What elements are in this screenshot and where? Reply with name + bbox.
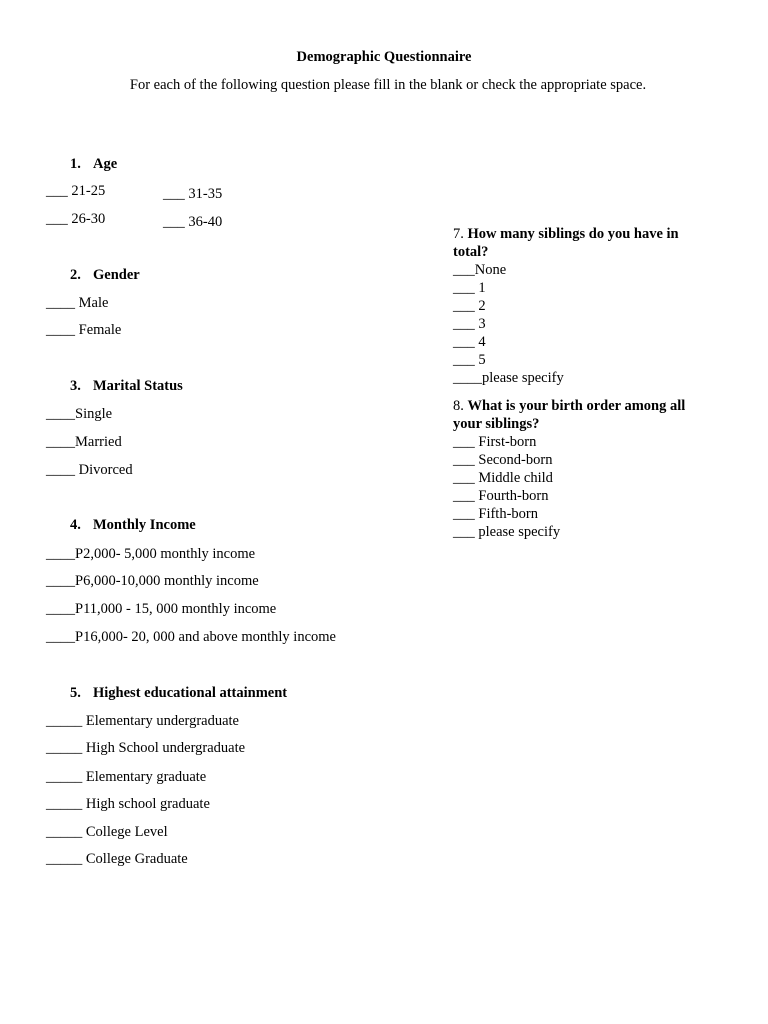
marital-option[interactable]: ____Married (46, 434, 122, 450)
question-label-continued: your siblings? (453, 416, 540, 432)
income-option[interactable]: ____P16,000- 20, 000 and above monthly income (46, 629, 336, 645)
age-option[interactable]: ___ 21-25 (46, 183, 106, 199)
siblings-option[interactable]: ___ 2 (453, 298, 486, 314)
gender-option[interactable]: ____ Male (46, 295, 109, 311)
income-option[interactable]: ____P11,000 - 15, 000 monthly income (46, 601, 277, 617)
age-option[interactable]: ___ 36-40 (163, 214, 223, 230)
siblings-option[interactable]: ____please specify (453, 370, 564, 386)
question-birth-order-heading (453, 397, 723, 415)
right-column (453, 225, 723, 541)
marital-option[interactable]: ____ Divorced (46, 462, 133, 478)
education-option[interactable]: _____ College Level (46, 824, 168, 840)
birth-order-option[interactable]: ___ Fourth-born (453, 488, 549, 504)
question-label: Monthly Income (93, 517, 196, 533)
birth-order-option[interactable]: ___ Middle child (453, 470, 553, 486)
age-option[interactable]: ___ 26-30 (46, 211, 106, 227)
question-label: Highest educational attainment (93, 685, 288, 701)
education-option[interactable]: _____ Elementary graduate (46, 769, 207, 785)
education-option[interactable]: _____ High school graduate (46, 796, 210, 812)
income-option[interactable]: ____P2,000- 5,000 monthly income (46, 546, 256, 562)
birth-order-option[interactable]: ___ Second-born (453, 452, 553, 468)
question-marital-heading (70, 379, 183, 394)
siblings-option[interactable]: ___ 1 (453, 280, 486, 296)
question-age-heading (70, 157, 117, 172)
siblings-option[interactable]: ___ 3 (453, 316, 486, 332)
page-title: Demographic Questionnaire (296, 49, 472, 65)
question-income-heading (70, 518, 196, 533)
question-gender-heading (70, 268, 140, 283)
question-label: Marital Status (93, 378, 183, 394)
gender-option[interactable]: ____ Female (46, 322, 122, 338)
question-label-continued: total? (453, 244, 489, 260)
question-number: 5. (70, 685, 81, 701)
birth-order-option[interactable]: ___ First-born (453, 434, 537, 450)
question-number: 3. (70, 378, 81, 394)
question-siblings-heading (453, 225, 723, 243)
question-label: Age (93, 156, 118, 172)
question-label: Gender (93, 267, 140, 283)
question-number: 1. (70, 156, 81, 172)
siblings-option[interactable]: ___None (453, 262, 507, 278)
birth-order-option[interactable]: ___ please specify (453, 524, 561, 540)
age-option[interactable]: ___ 31-35 (163, 186, 223, 202)
siblings-option[interactable]: ___ 4 (453, 334, 486, 350)
birth-order-option[interactable]: ___ Fifth-born (453, 506, 538, 522)
marital-option[interactable]: ____Single (46, 406, 113, 422)
spacer (453, 387, 723, 397)
question-number: 7. (453, 226, 464, 242)
education-option[interactable]: _____ Elementary undergraduate (46, 713, 239, 729)
question-number: 8. (453, 398, 464, 414)
income-option[interactable]: ____P6,000-10,000 monthly income (46, 573, 259, 589)
question-label: What is your birth order among all (467, 398, 686, 414)
question-label: How many siblings do you have in (467, 226, 679, 242)
education-option[interactable]: _____ High School undergraduate (46, 740, 246, 756)
question-education-heading (70, 686, 287, 701)
question-number: 2. (70, 267, 81, 283)
education-option[interactable]: _____ College Graduate (46, 851, 188, 867)
question-number: 4. (70, 517, 81, 533)
instructions: For each of the following question please fill in the blank or check the appropriate space. (129, 77, 647, 93)
siblings-option[interactable]: ___ 5 (453, 352, 486, 368)
